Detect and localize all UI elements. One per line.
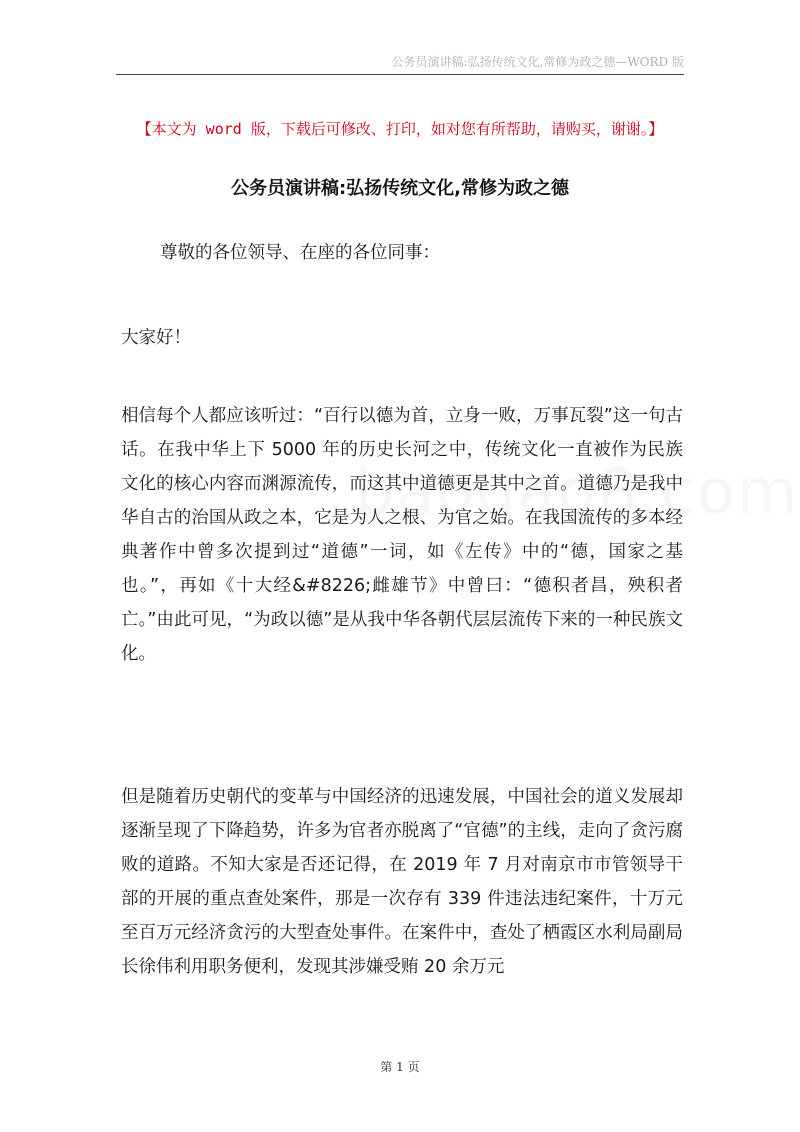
body-paragraph-1: 相信每个人都应该听过：“百行以德为首，立身一败，万事瓦裂”这一句古话。在我中华上下 5000 年的历史长河之中，传统文化一直被作为民族文化的核心内容而渊源流传，而这其中道德更是其中之首。道德乃是我中华自古的治国从政之本，它是为人之根、为官之始。在我国流传的多本经典著作中曾多次提到过“道德”一词，如《左传》中的“德，国家之基也。”，再如《十大经&#8226;雌雄节》中曾曰：“德积者昌，殃积者亡。”由此可见，“为政以德”是从我中华各朝代层层流传下来的一种民族文化。 [121,406,683,664]
page-number: 第 1 页 [380,1060,420,1074]
salutation: 尊敬的各位领导、在座的各位同事： [160,243,440,263]
greeting: 大家好！ [121,328,191,348]
header-divider [116,74,684,75]
watermark [355,455,799,528]
download-notice: 【本文为 word 版，下载后可修改、打印，如对您有所帮助，请购买，谢谢。】 [136,120,664,138]
document-title: 公务员演讲稿:弘扬传统文化,常修为政之德 [230,178,570,199]
running-header: 公务员演讲稿:弘扬传统文化,常修为政之德—WORD 版 [391,55,684,69]
body-paragraph-2: 但是随着历史朝代的变革与中国经济的迅速发展，中国社会的道义发展却逐渐呈现了下降趋势，许多为官者亦脱离了“官德”的主线，走向了贪污腐败的道路。不知大家是否还记得，在 2019 年 7 月对南京市市管领导干部的开展的重点查处案件，那是一次存有 339 件违法违纪案件，十万元至百万元经济贪污的大型查处事件。在案件中，查处了栖霞区水利局副局长徐伟利用职务便利，发现其涉嫌受贿 20 余万元 [121,787,683,977]
